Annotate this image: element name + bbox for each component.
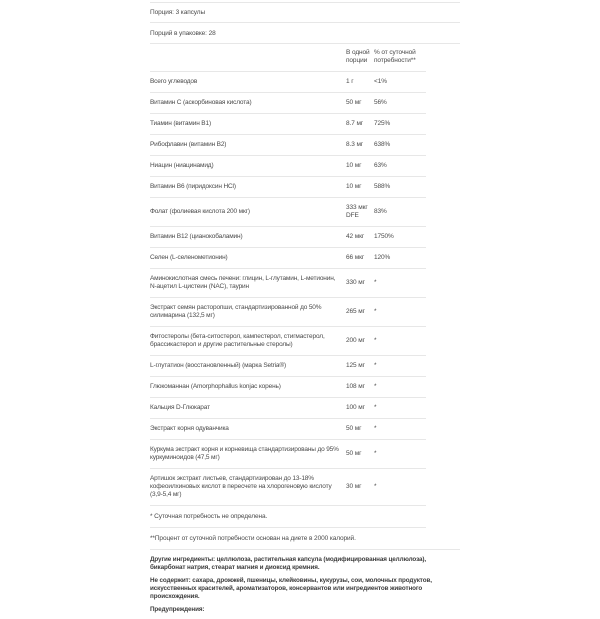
dv-value: 120% xyxy=(374,254,391,261)
dv-value: * xyxy=(374,425,377,432)
table-row xyxy=(150,248,426,269)
facts-table-header xyxy=(150,44,426,72)
other-ingredients-text: Другие ингредиенты: целлюлоза, растительная капсула (модифицированная целлюлоза), бикарбонат натрия, стеарат магния и диоксид кремния. xyxy=(150,556,427,571)
amount-value: 50 мг xyxy=(346,99,362,106)
does-not-contain-text: Не содержит: сахара, дрожжей, пшеницы, клейковины, кукурузы, сои, молочных продуктов, искусственных красителей, ароматизаторов, консервантов или ингредиентов животного происхождения. xyxy=(150,577,432,600)
servings-per-container-row xyxy=(150,23,460,44)
dv-value: * xyxy=(374,279,377,286)
table-row xyxy=(150,440,426,469)
table-row xyxy=(150,93,426,114)
table-row xyxy=(150,356,426,377)
column-header-amount: В одной порции xyxy=(346,49,370,64)
ingredient-name: Тиамин (витамин B1) xyxy=(150,120,211,127)
amount-value: 8.3 мг xyxy=(346,141,364,148)
amount-value: 330 мг xyxy=(346,279,365,286)
amount-value: 66 мкг xyxy=(346,254,365,261)
ingredient-name: Экстракт семян расторопши, стандартизированной до 50% силимарина (132,5 мг) xyxy=(150,304,322,319)
ingredient-name: Глюкоманнан (Amorphophallus konjac корень) xyxy=(150,383,281,390)
servings-per-container-text: Порций в упаковке: 28 xyxy=(150,29,216,37)
ingredient-name: Ниацин (ниацинамид) xyxy=(150,162,214,169)
dv-value: * xyxy=(374,337,377,344)
amount-value: 10 мг xyxy=(346,183,362,190)
table-row xyxy=(150,156,426,177)
dv-value: * xyxy=(374,450,377,457)
dv-value: 588% xyxy=(374,183,391,190)
dv-value: 725% xyxy=(374,120,391,127)
ingredient-name: Всего углеводов xyxy=(150,78,198,85)
ingredient-name: Фолат (фолиевая кислота 200 мкг) xyxy=(150,208,250,215)
table-row xyxy=(150,177,426,198)
table-row xyxy=(150,398,426,419)
ingredient-name: L-глутатион (восстановленный) (марка Setria®) xyxy=(150,362,287,369)
amount-value: 108 мг xyxy=(346,383,365,390)
supplement-facts-content xyxy=(150,2,460,619)
table-row xyxy=(150,327,426,356)
dv-value: * xyxy=(374,308,377,315)
footnote-daily-value-not-established: * Суточная потребность не определена. xyxy=(150,506,426,528)
amount-value: 50 мг xyxy=(346,450,362,457)
amount-value: 30 мг xyxy=(346,483,362,490)
table-row xyxy=(150,377,426,398)
dv-value: 1750% xyxy=(374,233,394,240)
label-footer xyxy=(150,549,460,614)
dv-value: 83% xyxy=(374,208,387,215)
dv-value: <1% xyxy=(374,78,387,85)
ingredient-name: Фитостеролы (бета-ситостерол, кампестерол, стигмастерол, брассикастерол и другие растительные стеролы) xyxy=(150,333,325,348)
amount-value: 42 мкг xyxy=(346,233,365,240)
dv-value: * xyxy=(374,383,377,390)
table-row xyxy=(150,269,426,298)
dv-value: 56% xyxy=(374,99,387,106)
amount-value: 125 мг xyxy=(346,362,365,369)
table-row xyxy=(150,227,426,248)
ingredient-name: Витамин C (аскорбиновая кислота) xyxy=(150,99,252,106)
table-row xyxy=(150,135,426,156)
dv-value: * xyxy=(374,362,377,369)
dv-value: 638% xyxy=(374,141,391,148)
table-row xyxy=(150,298,426,327)
table-row xyxy=(150,198,426,227)
table-row xyxy=(150,114,426,135)
amount-value: 100 мг xyxy=(346,404,365,411)
table-row xyxy=(150,72,426,93)
ingredient-name: Экстракт корня одуванчика xyxy=(150,425,229,432)
amount-value: 1 г xyxy=(346,78,354,85)
column-header-dv: % от суточной потребности** xyxy=(374,49,416,64)
ingredient-name: Кальция D-Глюкарат xyxy=(150,404,210,411)
ingredient-name: Аминокислотная смесь печени: глицин, L-глутамин, L-метионин, N-ацетил L-цистеин (NAC), таурин xyxy=(150,275,336,290)
ingredient-name: Селен (L-селенометионин) xyxy=(150,254,228,261)
amount-value: 50 мг xyxy=(346,425,362,432)
serving-size-row xyxy=(150,2,460,23)
ingredient-name: Куркума экстракт корня и корневища стандартизированы до 95% куркуминоидов (47,5 мг) xyxy=(150,446,339,461)
facts-table xyxy=(150,44,426,549)
table-row xyxy=(150,419,426,440)
amount-value: 333 мкг DFE xyxy=(346,204,368,219)
amount-value: 10 мг xyxy=(346,162,362,169)
serving-size-text: Порция: 3 капсулы xyxy=(150,9,206,16)
dv-value: * xyxy=(374,483,377,490)
ingredient-name: Витамин B12 (цианокобаламин) xyxy=(150,233,243,240)
table-row xyxy=(150,469,426,506)
ingredient-name: Рибофлавин (витамин B2) xyxy=(150,141,227,148)
dv-value: 63% xyxy=(374,162,387,169)
amount-value: 265 мг xyxy=(346,308,365,315)
ingredient-name: Витамин B6 (пиридоксин HCl) xyxy=(150,183,236,190)
facts-rows xyxy=(150,72,426,506)
dv-value: * xyxy=(374,404,377,411)
amount-value: 8.7 мг xyxy=(346,120,364,127)
amount-value: 200 мг xyxy=(346,337,365,344)
warnings-label: Предупреждения: xyxy=(150,606,205,613)
footnote-percent-daily-value: **Процент от суточной потребности основан на диете в 2000 калорий. xyxy=(150,534,356,542)
ingredient-name: Артишок экстракт листьев, стандартизирован до 13-18% кофеоилхиновых кислот в пересчете на хлорогеновую кислоту (3,9-5,4 мг) xyxy=(150,475,332,498)
